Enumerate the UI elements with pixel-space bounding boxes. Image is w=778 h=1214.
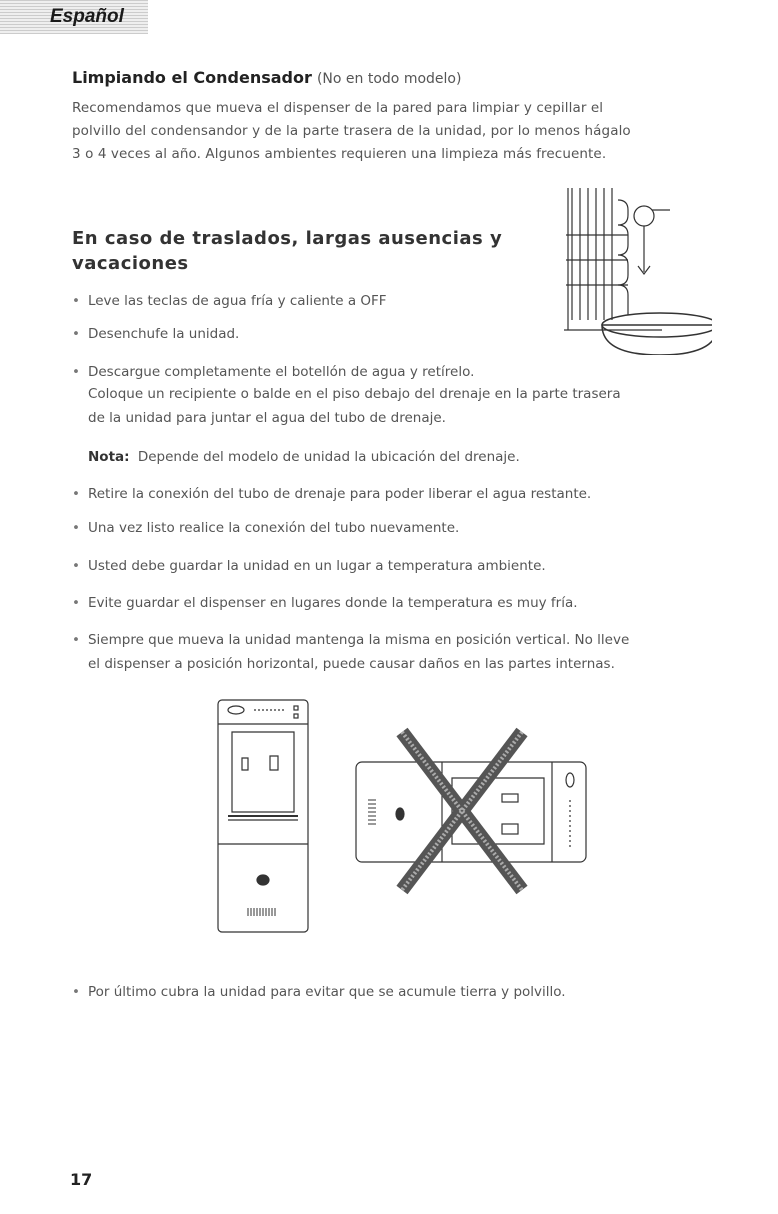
- condenser-line-2: polvillo del condensandor y de la parte trasera de la unidad, por lo menos hágalo: [72, 123, 631, 139]
- language-tab: [0, 0, 148, 34]
- horizontal-dispenser-crossed-illustration: [352, 720, 592, 900]
- bullet-drain-bottle: • Descargue completamente el botellón de agua y retírelo.: [72, 364, 474, 380]
- language-tab-label: Español: [50, 6, 124, 27]
- bullet-switch-off: • Leve las teclas de agua fría y caliente a OFF: [72, 293, 387, 309]
- condenser-line-3: 3 o 4 veces al año. Algunos ambientes requieren una limpieza más frecuente.: [72, 146, 607, 162]
- bullet-drain-bottle-cont-1: Coloque un recipiente o balde en el piso debajo del drenaje en la parte trasera: [88, 386, 621, 402]
- upright-dispenser-illustration: [214, 694, 314, 936]
- travel-heading-line-1: En caso de traslados, largas ausencias y: [72, 228, 503, 249]
- bullet-unplug: • Desenchufe la unidad.: [72, 326, 239, 342]
- bullet-avoid-cold: • Evite guardar el dispenser en lugares donde la temperatura es muy fría.: [72, 595, 578, 611]
- condenser-drain-illustration: [562, 180, 712, 355]
- page-number: 17: [70, 1170, 93, 1189]
- bullet-cover-unit: • Por último cubra la unidad para evitar que se acumule tierra y polvillo.: [72, 984, 566, 1000]
- bullet-store-room-temp: • Usted debe guardar la unidad en un lugar a temperatura ambiente.: [72, 558, 546, 574]
- drain-note-label: Nota:: [88, 449, 130, 465]
- bullet-keep-vertical: • Siempre que mueva la unidad mantenga la misma en posición vertical. No lleve: [72, 632, 629, 648]
- bullet-drain-bottle-cont-2: de la unidad para juntar el agua del tubo de drenaje.: [88, 410, 446, 426]
- drain-note: [88, 449, 520, 465]
- do-not-icon: [402, 732, 522, 890]
- condenser-title: Limpiando el Condensador: [72, 68, 312, 87]
- bullet-remove-tube: • Retire la conexión del tubo de drenaje para poder liberar el agua restante.: [72, 486, 591, 502]
- condenser-line-1: Recomendamos que mueva el dispenser de la pared para limpiar y cepillar el: [72, 100, 604, 116]
- bullet-reconnect-tube: • Una vez listo realice la conexión del tubo nuevamente.: [72, 520, 459, 536]
- travel-heading-line-2: vacaciones: [72, 253, 189, 274]
- bullet-keep-vertical-cont: el dispenser a posición horizontal, puede causar daños en las partes internas.: [88, 656, 615, 672]
- condenser-subtitle: (No en todo modelo): [316, 71, 462, 87]
- condenser-heading: [72, 68, 461, 87]
- drain-note-text: Depende del modelo de unidad la ubicación del drenaje.: [137, 449, 520, 465]
